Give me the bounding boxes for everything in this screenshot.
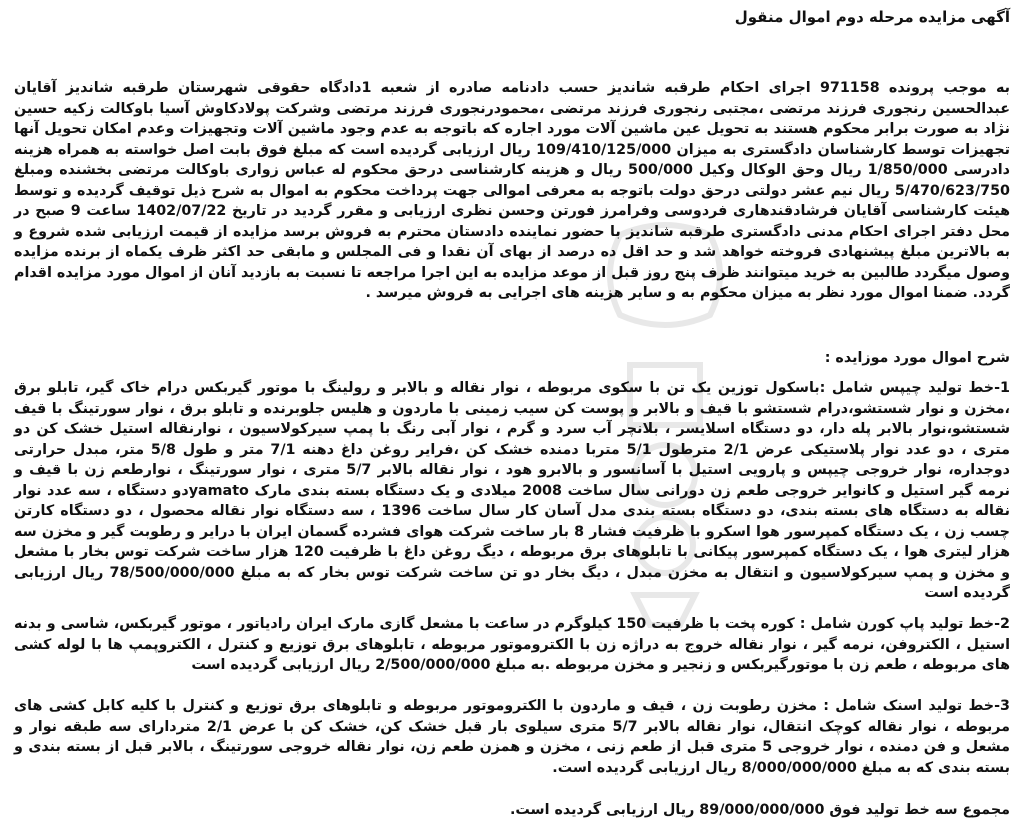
item-chips-production-line: 1-خط تولید چیپس شامل :باسکول توزین یک تن با سکوی مربوطه ، نوار نقاله و بالابر و رولینگ با موتور گیربکس درام خاک گیر، تابلو برق ،مخزن و نوار شستشو،درام شستشو با قیف و بالابر و پوست کن سیب زمینی با ماردون و هلیس جلوبرنده و تابلو برق ، نوار سورتینگ با قیف شستشو،نوار بالابر پله دار، دو دستگاه اسلایسر ، بلانچر آب سرد و گرم ، نوار آبی رنگ با پمپ سیرکولاسیون ، نوارنقاله استیل خشک کن دو متری ، دو عدد نوار پلاستیکی عرض 2/1 مترطول 5/1 متربا دمنده خشک کن ،فرایر روغن داغ دهنه 7/1 متر و طول 5/8 متر، مبدل حرارتی دوجداره، نوار خروجی چیپس و پارویی استیل با آسانسور و بالابرو هود ، نوار نقاله بالابر 5/7 متری ، نوار سورتینگ ، نوارطعم زن با قیف و نرمه گیر استیل و کانوایر خروجی طعم زن دورانی سال ساخت 2008 میلادی و یک دستگاه بسته بندی مارک yamatoدو دستگاه ، سه عدد نوار نقاله به دستگاه های بسته بندی، دو دستگاه بسته بندی مدل آسان کار سال ساخت 1396 ، سه دستگاه نوار نقاله محصول ، دو دستگاه کارتن چسب زن ، یک دستگاه کمپرسور هوا اسکرو با ظرفیت فشار 8 بار ساخت شرکت هوای فشرده گسمان ایران با درایر و رطوبت گیر و مخزن سه هزار لیتری هوا ، یک دستگاه کمپرسور پیکانی با تابلوهای برق مربوطه ، دیگ روغن داغ با ظرفیت 120 هزار ساخت شرکت توس بخار با مشعل و مخزن و پمپ سیرکولاسیون و انتقال به مخزن مبدل ، دیگ بخار دو تن ساخت شرکت توس بخار که به مبلغ 78/500/000/000 ریال ارزیابی گردیده است (14, 380, 1010, 601)
item-snack-production-line: 3-خط تولید اسنک شامل : مخزن رطوبت زن ، قیف و ماردون با الکتروموتور مربوطه و تابلوهای برق توزیع و کنترل با کلیه کابل کشی های مربوطه ، نوار نقاله کوچک انتقال، نوار نقاله بالابر 5/7 متری سیلوی بار قبل خشک کن، خشک کن با عرض 2/1 متردارای سه طبقه نوار و مشعل و فن دمنده ، نوار خروجی 5 متری قبل از طعم زنی ، مخزن و همزن طعم زن، نوار نقاله خروجی سورتینگ ، بالابر قبل از بسته بندی و بسته بندی که به مبلغ 8/000/000/000 ریال ارزیابی گردیده است. (14, 698, 1011, 776)
total-valuation: مجموع سه خط تولید فوق 89/000/000/000 ریال ارزیابی گردیده است. (509, 802, 1010, 818)
items-heading: شرح اموال مورد موزایده : (824, 350, 1010, 366)
item-popcorn-production-line: 2-خط تولید پاپ کورن شامل : کوره پخت با ظرفیت 150 کیلوگرم در ساعت با مشعل گازی مارک ایران رادیاتور ، موتور گیربکس، شاسی و بدنه استیل ، الکتروفن، نرمه گیر ، نوار نقاله خروج به دراژه زن با الکتروموتور مربوطه ، تابلوهای برق توزیع و کنترل ، الکتروپمپ ها با لوله کشی های مربوطه ، طعم زن با موتورگیربکس و زنجیر و مخزن مربوطه .به مبلغ 2/500/000/000 ریال ارزیابی گردیده است (14, 616, 1010, 673)
notice-intro-paragraph: به موجب پرونده 971158 اجرای احکام طرقبه شاندیز حسب دادنامه صادره از شعبه 1دادگاه حقوقی شهرستان طرقبه شاندیز آقایان عبدالحسین رنجوری فرزند مرتضی ،مجتبی رنجوری فرزند مرتضی ،محمودرنجوری فرزند مرتضی وشرکت پولادکاوش آسیا باوکالت زکیه حسین نژاد به صورت برابر محکوم هستند به تحویل عین ماشین آلات مورد اجاره که باتوجه به عدم وجود ماشین آلات وتجهیزات وعدم امکان تحویل آنها تجهیزات توسط کارشناسان دادگستری به میزان 109/410/125/000 ریال ارزیابی گردیده است که مبلغ فوق بابت اصل خواسته به همراه هزینه دادرسی 1/850/000 ریال وحق الوکال وکیل 500/000 ریال و هزینه کارشناسی درحق محکوم له عباس زواری باوکالت مرتضی بخشنده ومبلغ 5/470/623/750 ریال نیم عشر دولتی درحق دولت باتوجه به معرفی اموالی جهت پرداخت محکوم به اموال به شرح ذیل توقیف گردیده و توسط هیئت کارشناسی آقایان فرشادقندهاری فردوسی وفرامرز فورتن وحسن نظری ارزیابی و مقرر گردید در تاریخ 1402/07/22 ساعت 9 صبح در محل دفتر اجرای احکام مدنی دادگستری طرقبه شاندیز با حضور نماینده دادستان محترم به فروش برسد مزایده از قیمت ارزیابی شده شروع و به بالاترین مبلغ پیشنهادی فروخته خواهد شد و حد اقل ده درصد از بهای آن نقدا و فی المجلس و مابقی حد اکثر ظرف یکماه از برنده مزایده وصول میگردد طالبین به خرید میتوانند ظرف پنج روز قبل از موعد مزایده به این اجرا مراجعه تا نسبت به بازدید آنان از اموال مورد مزایده اقدام گردد. ضمنا اموال مورد نظر به میزان محکوم به و سایر هزینه های اجرایی به فروش میرسد . (14, 80, 1010, 301)
notice-title: آگهی مزایده مرحله دوم اموال منقول (734, 8, 1010, 26)
